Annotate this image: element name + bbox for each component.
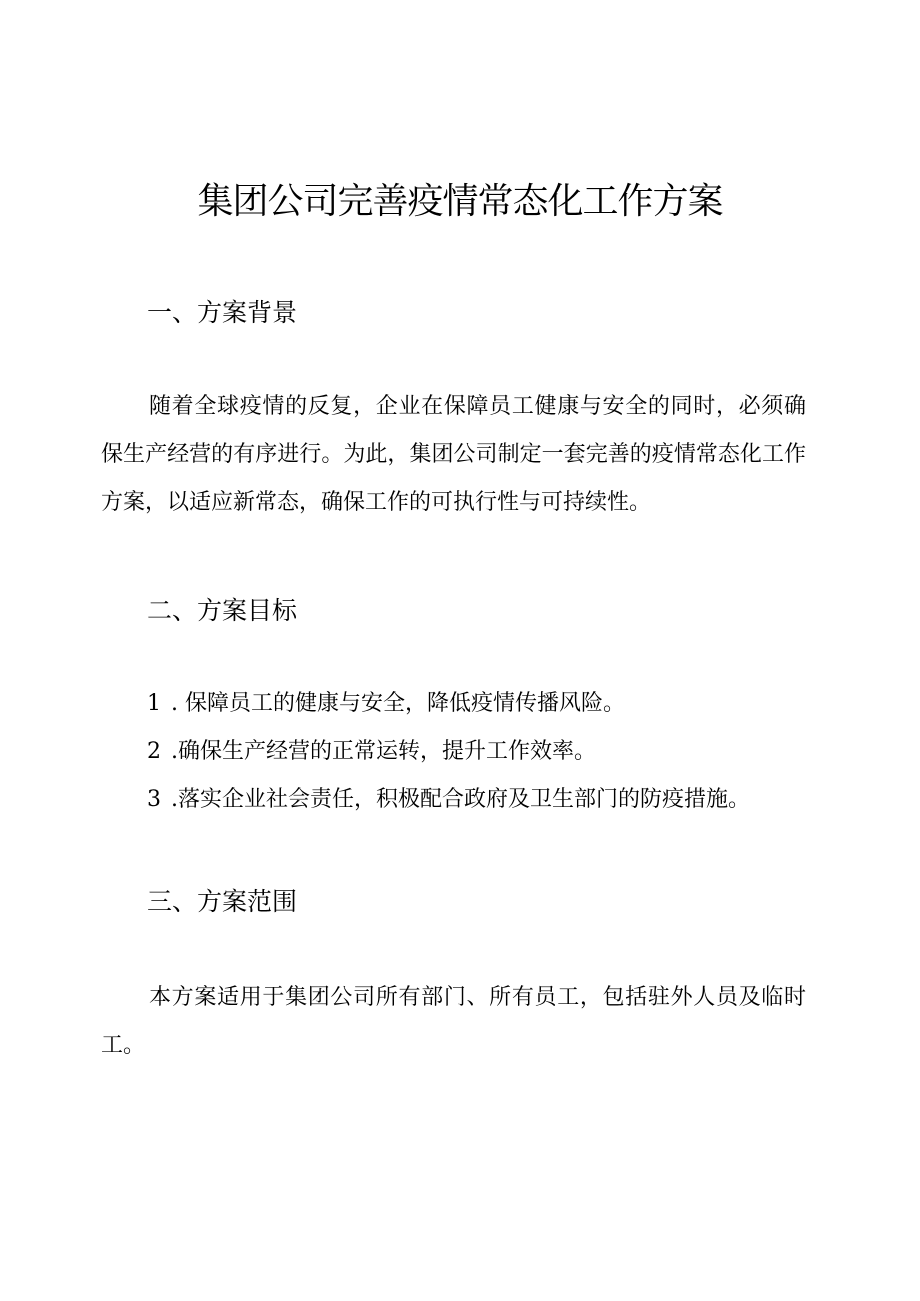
section-heading-goals: 二、方案目标 [147, 596, 298, 625]
document-title: 集团公司完善疫情常态化工作方案 [197, 181, 723, 222]
list-item-text: .落实企业社会责任，积极配合政府及卫生部门的防疫措施。 [171, 787, 750, 812]
section-heading-scope: 三、方案范围 [147, 887, 298, 916]
section-paragraph-scope: 本方案适用于集团公司所有部门、所有员工，包括驻外人员及临时工。 [101, 985, 806, 1058]
list-item-text: . 保障员工的健康与安全，降低疫情传播风险。 [171, 691, 625, 716]
list-item-number: 2 [147, 739, 161, 764]
list-item-number: 1 [147, 691, 161, 716]
section-paragraph-background: 随着全球疫情的反复，企业在保障员工健康与安全的同时，必须确保生产经营的有序进行。为此，集团公司制定一套完善的疫情常态化工作方案，以适应新常态，确保工作的可执行性与可持续性。 [101, 394, 806, 515]
list-item [147, 776, 750, 824]
list-item-number: 3 [147, 787, 161, 812]
list-item [147, 728, 750, 776]
list-item [147, 680, 750, 728]
list-item-text: .确保生产经营的正常运转，提升工作效率。 [171, 739, 596, 764]
goals-list [147, 680, 750, 824]
section-heading-background: 一、方案背景 [147, 298, 298, 327]
